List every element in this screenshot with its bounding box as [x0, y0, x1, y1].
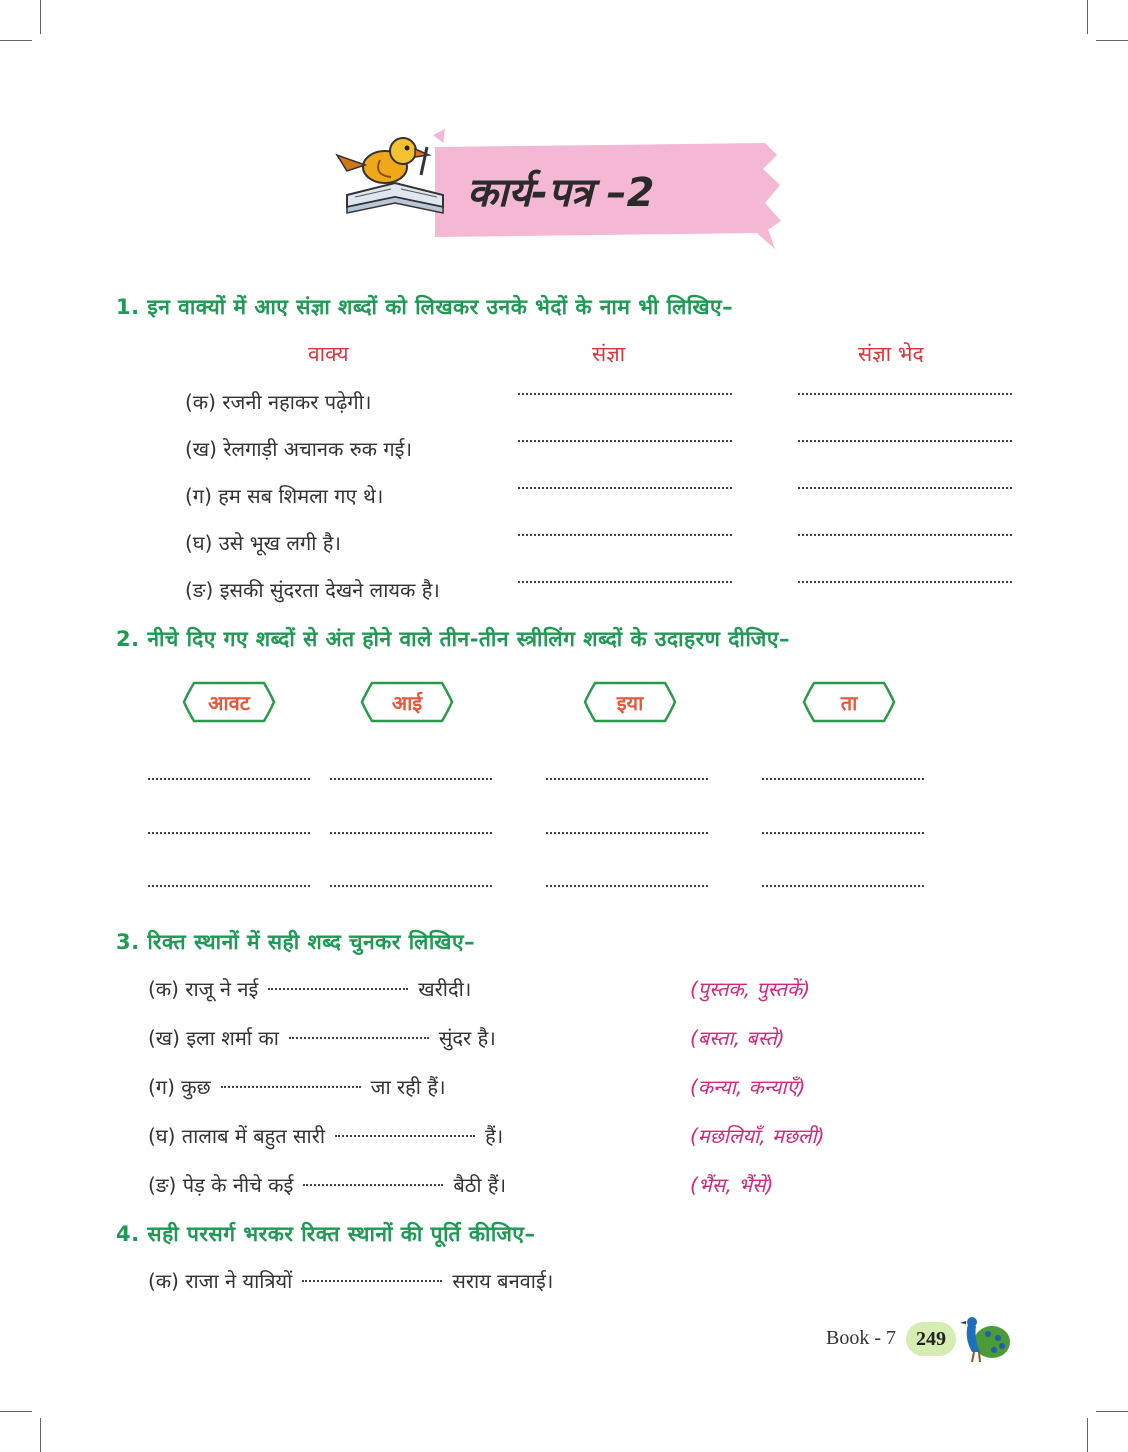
answer-blank[interactable] [518, 534, 732, 536]
q3-item-prefix: (घ) तालाब में बहुत सारी [148, 1124, 326, 1148]
q1-sentence: (ग) हम सब शिमला गए थे। [185, 484, 384, 508]
q3-options: (मछलियाँ, मछली) [690, 1124, 825, 1148]
q3-item [148, 1024, 496, 1051]
question-4-heading: 4. सही परसर्ग भरकर रिक्त स्थानों की पूर्ति कीजिए– [116, 1222, 536, 1246]
q3-item-suffix: हैं। [485, 1124, 504, 1148]
answer-blank[interactable] [518, 487, 732, 489]
answer-blank[interactable] [330, 832, 492, 834]
crop-mark [0, 1411, 32, 1412]
crop-mark [0, 40, 32, 41]
q4-item [148, 1267, 553, 1294]
crop-mark [40, 0, 41, 34]
answer-blank[interactable] [798, 440, 1012, 442]
suffix-tag [360, 680, 454, 724]
answer-blank[interactable] [798, 487, 1012, 489]
q3-item [148, 1122, 503, 1149]
q3-item-suffix: बैठी हैं। [453, 1173, 507, 1197]
answer-blank[interactable] [221, 1086, 361, 1088]
answer-blank[interactable] [762, 832, 924, 834]
q3-options: (भैंस, भैंसें) [690, 1173, 774, 1197]
page-title: कार्य-पत्र –2 [467, 170, 655, 216]
answer-blank[interactable] [762, 778, 924, 780]
suffix-label: आई [391, 691, 423, 715]
q3-item-suffix: सुंदर है। [438, 1026, 496, 1050]
suffix-tag [583, 680, 677, 724]
suffix-label: आवट [208, 691, 250, 715]
q3-options: (पुस्तक, पुस्तकें) [690, 977, 811, 1001]
answer-blank[interactable] [546, 885, 708, 887]
answer-blank[interactable] [268, 988, 408, 990]
q1-sentence: (घ) उसे भूख लगी है। [185, 531, 341, 555]
page-number-badge [906, 1322, 956, 1356]
page-number: 249 [916, 1328, 946, 1350]
suffix-label: इया [616, 691, 644, 715]
q1-sentence: (क) रजनी नहाकर पढ़ेगी। [185, 390, 372, 414]
q3-item [148, 1171, 506, 1198]
answer-blank[interactable] [518, 581, 732, 583]
title-banner [325, 125, 785, 255]
footer-book-label: Book - 7 [826, 1327, 896, 1349]
answer-blank[interactable] [303, 1184, 443, 1186]
answer-blank[interactable] [518, 440, 732, 442]
question-1-heading: 1. इन वाक्यों में आए संज्ञा शब्दों को लिखकर उनके भेदों के नाम भी लिखिए– [116, 295, 734, 319]
q3-item-suffix: जा रही हैं। [370, 1075, 446, 1099]
q1-sentence: (ख) रेलगाड़ी अचानक रुक गई। [185, 437, 413, 461]
book-icon [347, 183, 443, 213]
column-header-noun-type: संज्ञा भेद [858, 342, 924, 366]
q3-options: (बस्ता, बस्ते) [690, 1026, 785, 1050]
answer-blank[interactable] [546, 832, 708, 834]
crop-mark [40, 1418, 41, 1452]
peacock-icon [952, 1312, 1012, 1366]
column-header-noun: संज्ञा [592, 342, 626, 366]
answer-blank[interactable] [798, 393, 1012, 395]
answer-blank[interactable] [148, 832, 310, 834]
answer-blank[interactable] [148, 885, 310, 887]
answer-blank[interactable] [148, 778, 310, 780]
crop-mark [1087, 0, 1088, 34]
answer-blank[interactable] [330, 778, 492, 780]
answer-blank[interactable] [518, 393, 732, 395]
suffix-label: ता [840, 691, 858, 715]
answer-blank[interactable] [335, 1135, 475, 1137]
bird-icon [337, 138, 429, 183]
answer-blank[interactable] [798, 534, 1012, 536]
answer-blank[interactable] [798, 581, 1012, 583]
suffix-tag [802, 680, 896, 724]
q3-item-prefix: (ग) कुछ [148, 1075, 211, 1099]
q3-item-suffix: खरीदी। [418, 977, 472, 1001]
answer-blank[interactable] [330, 885, 492, 887]
q1-sentence: (ङ) इसकी सुंदरता देखने लायक है। [185, 578, 440, 602]
q3-options: (कन्या, कन्याएँ) [690, 1075, 806, 1099]
crop-mark [1087, 1418, 1088, 1452]
column-header-sentence: वाक्य [308, 342, 349, 366]
crop-mark [1096, 40, 1128, 41]
q4-item-prefix: (क) राजा ने यात्रियों [148, 1269, 293, 1293]
suffix-tag [182, 680, 276, 724]
crop-mark [1096, 1411, 1128, 1412]
answer-blank[interactable] [302, 1280, 442, 1282]
q3-item [148, 1073, 446, 1100]
q3-item-prefix: (ङ) पेड़ के नीचे कई [148, 1173, 294, 1197]
answer-blank[interactable] [546, 778, 708, 780]
answer-blank[interactable] [289, 1037, 429, 1039]
q4-item-suffix: सराय बनवाई। [452, 1269, 554, 1293]
q3-item-prefix: (ख) इला शर्मा का [148, 1026, 279, 1050]
question-2-heading: 2. नीचे दिए गए शब्दों से अंत होने वाले तीन-तीन स्त्रीलिंग शब्दों के उदाहरण दीजिए– [116, 627, 790, 651]
q3-item-prefix: (क) राजू ने नई [148, 977, 259, 1001]
answer-blank[interactable] [762, 885, 924, 887]
question-3-heading: 3. रिक्त स्थानों में सही शब्द चुनकर लिखिए– [116, 930, 476, 954]
q3-item [148, 975, 471, 1002]
